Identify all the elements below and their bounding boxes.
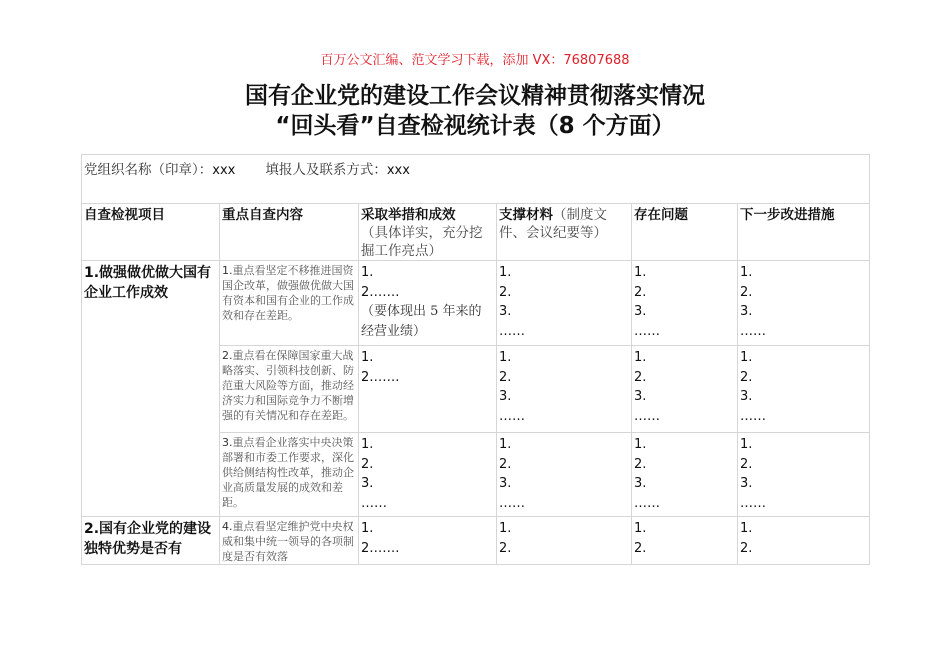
materials-cell[interactable]: 1. 2. — [497, 517, 632, 565]
watermark-text: 百万公文汇编、范文学习下载，添加 VX：76807688 — [320, 53, 630, 68]
improvements-cell[interactable]: 1. 2. — [738, 517, 870, 565]
measures-cell[interactable]: 1. 2……. — [359, 346, 497, 433]
document-title-line-2: “回头看”自查检视统计表（8 个方面） — [275, 113, 675, 139]
header-problems: 存在问题 — [632, 204, 738, 261]
materials-cell[interactable]: 1. 2. 3. …… — [497, 433, 632, 517]
focus-content: 3.重点看企业落实中央决策部署和市委工作要求，深化供给侧结构性改革，推动企业高质量发展的成效和差距。 — [220, 433, 359, 517]
improvements-cell[interactable]: 1. 2. 3. …… — [738, 433, 870, 517]
contact-label: 填报人及联系方式： — [265, 162, 387, 178]
org-name-value: xxx — [212, 163, 236, 178]
header-item: 自查检视项目 — [82, 204, 220, 261]
self-check-table — [81, 154, 870, 565]
improvements-cell[interactable]: 1. 2. 3. …… — [738, 346, 870, 433]
header-row — [82, 204, 870, 261]
info-row — [82, 155, 870, 204]
header-improvements: 下一步改进措施 — [738, 204, 870, 261]
header-materials: 支撑材料（制度文件、会议纪要等） — [497, 204, 632, 261]
problems-cell[interactable]: 1. 2. 3. …… — [632, 433, 738, 517]
problems-cell[interactable]: 1. 2. 3. …… — [632, 261, 738, 346]
check-item-1: 1.做强做优做大国有企业工作成效 — [82, 261, 220, 517]
contact-value: xxx — [386, 163, 410, 178]
measures-cell[interactable]: 1. 2……. （要体现出 5 年来的经营业绩） — [359, 261, 497, 346]
table-row — [82, 261, 870, 346]
measures-cell[interactable]: 1. 2……. — [359, 517, 497, 565]
problems-cell[interactable]: 1. 2. 3. …… — [632, 346, 738, 433]
table-row — [82, 517, 870, 565]
focus-content: 2.重点看在保障国家重大战略落实、引领科技创新、防范重大风险等方面，推动经济实力和国际竞争力不断增强的有关情况和存在差距。 — [220, 346, 359, 433]
focus-content: 1.重点看坚定不移推进国资国企改革，做强做优做大国有资本和国有企业的工作成效和存在差距。 — [220, 261, 359, 346]
check-item-2: 2.国有企业党的建设独特优势是否有 — [82, 517, 220, 565]
info-cell — [82, 155, 870, 204]
improvements-cell[interactable]: 1. 2. 3. …… — [738, 261, 870, 346]
document-title-line-1: 国有企业党的建设工作会议精神贯彻落实情况 — [245, 83, 705, 109]
materials-cell[interactable]: 1. 2. 3. …… — [497, 261, 632, 346]
org-name-label: 党组织名称（印章）： — [84, 162, 213, 178]
problems-cell[interactable]: 1. 2. — [632, 517, 738, 565]
measures-cell[interactable]: 1. 2. 3. …… — [359, 433, 497, 517]
header-measures: 采取举措和成效 （具体详实，充分挖掘工作亮点） — [359, 204, 497, 261]
focus-content: 4.重点看坚定维护党中央权威和集中统一领导的各项制度是否有效落 — [220, 517, 359, 565]
materials-cell[interactable]: 1. 2. 3. …… — [497, 346, 632, 433]
header-focus: 重点自查内容 — [220, 204, 359, 261]
